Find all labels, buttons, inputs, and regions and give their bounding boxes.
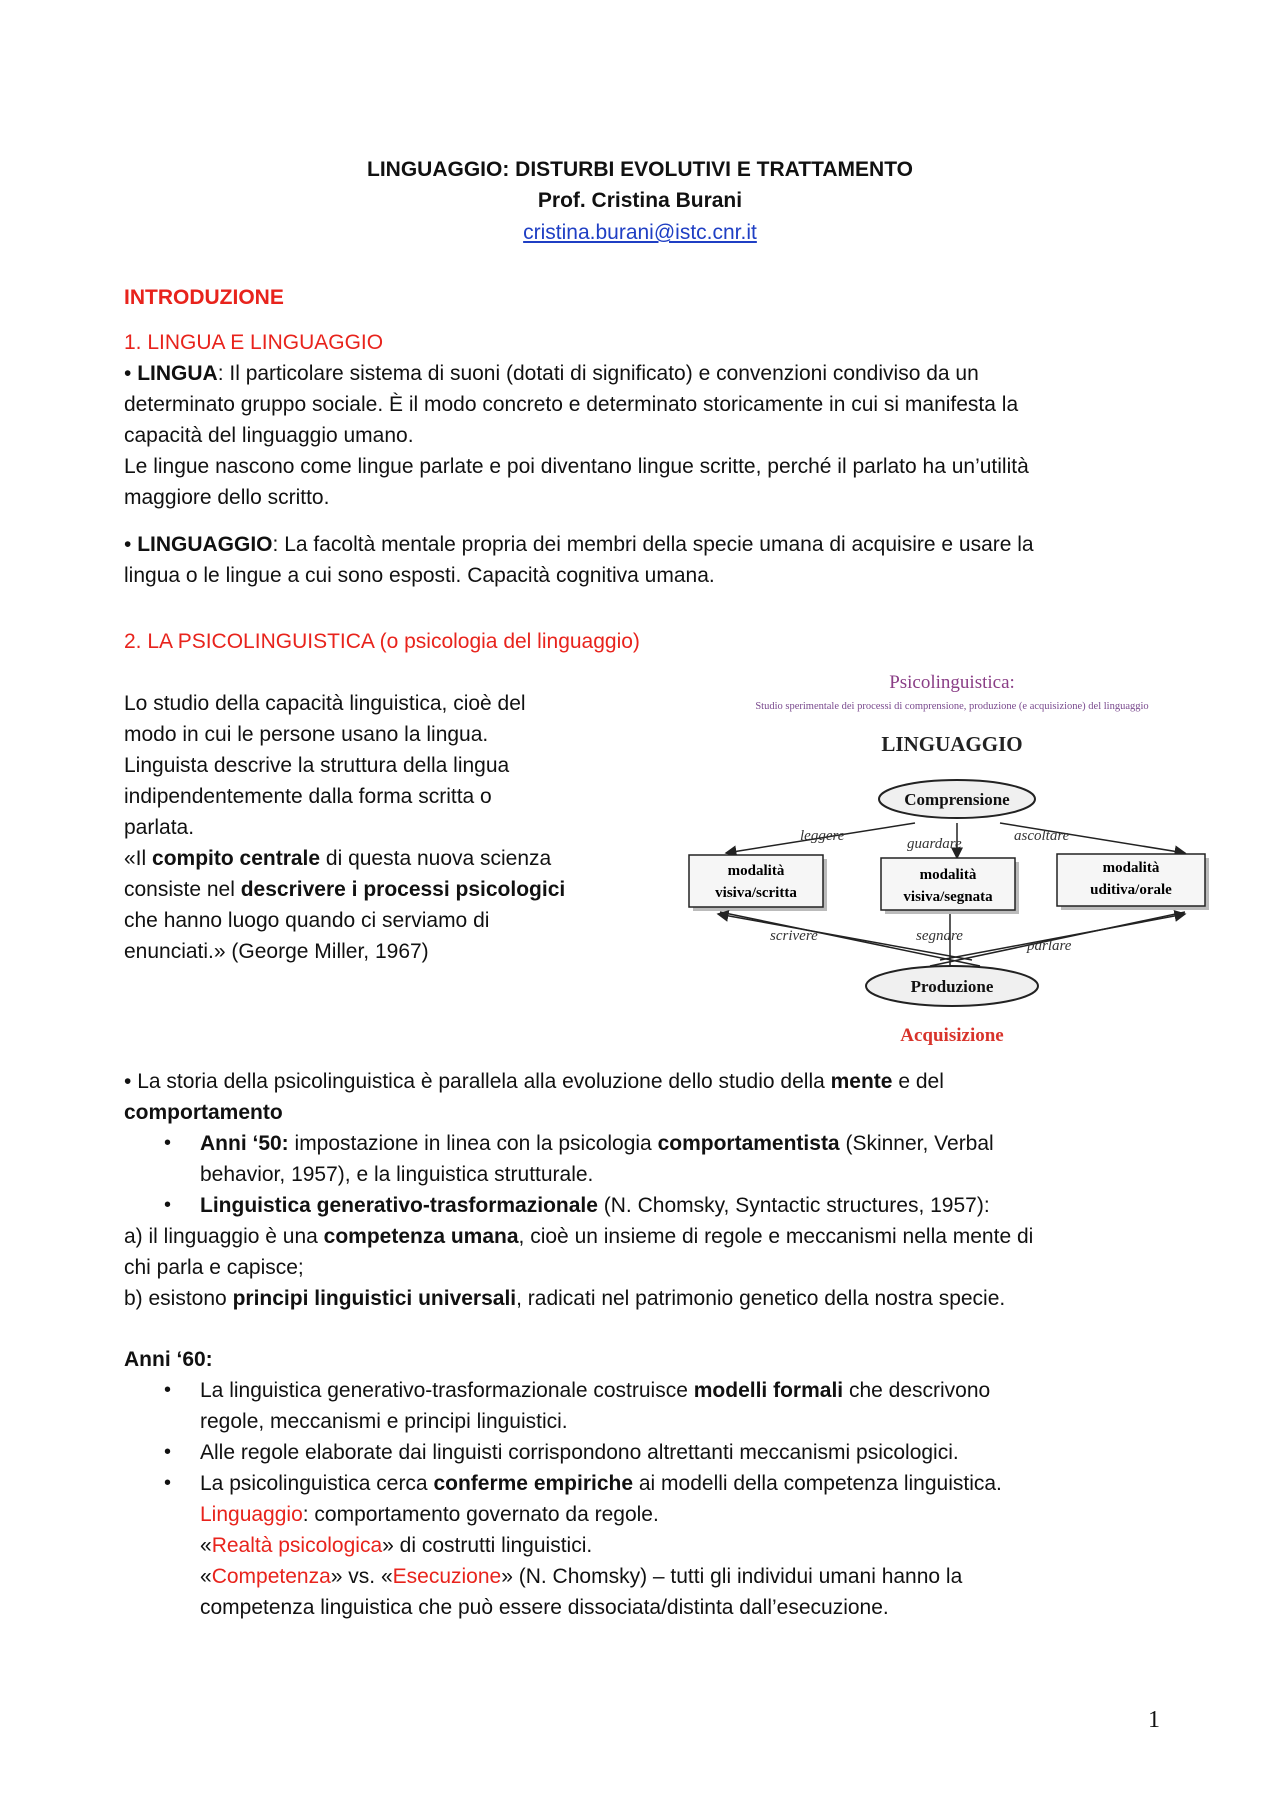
box2-line2: visiva/segnata: [903, 889, 993, 905]
psicolinguistica-diagram: [680, 668, 1220, 1063]
produzione-label: Produzione: [910, 977, 994, 996]
red-term: Realtà psicologica: [211, 1534, 383, 1557]
text-fragment: , cioè un insieme di regole e meccanismi nella mente di: [518, 1225, 1034, 1248]
text-fragment: consiste nel: [124, 878, 241, 901]
text-fragment: La storia della psicolinguistica è parallela alla evoluzione dello studio della: [137, 1070, 831, 1093]
comprensione-label: Comprensione: [904, 790, 1010, 809]
storia-list: [124, 1128, 994, 1221]
text-fragment: La psicolinguistica cerca: [200, 1472, 434, 1495]
leggere-label: leggere: [800, 828, 845, 844]
list-item: • Linguistica generativo-trasformazionale (N. Chomsky, Syntactic structures, 1957):: [164, 1194, 990, 1217]
text-line: regole, meccanismi e principi linguistici.: [200, 1410, 568, 1433]
text-fragment: , radicati nel patrimonio genetico della nostra specie.: [516, 1287, 1006, 1310]
ascoltare-label: ascoltare: [1014, 828, 1070, 844]
email-line: [0, 221, 1280, 245]
text-line: Alle regole elaborate dai linguisti corrispondono altrettanti meccanismi psicologici.: [200, 1441, 959, 1464]
email-link[interactable]: cristina.burani@istc.cnr.it: [523, 221, 757, 244]
text-fragment: : comportamento governato da regole.: [302, 1503, 659, 1526]
text-fragment: b) esistono: [124, 1287, 233, 1310]
text-line: indipendentemente dalla forma scritta o: [124, 785, 492, 808]
psicolinguistica-text: [124, 688, 624, 967]
document-title: LINGUAGGIO: DISTURBI EVOLUTIVI E TRATTAMENTO: [367, 158, 913, 181]
bold-fragment: competenza umana: [323, 1225, 519, 1248]
scrivere-label: scrivere: [770, 928, 818, 944]
red-term: Linguaggio: [200, 1503, 303, 1526]
bold-fragment: compito centrale: [152, 847, 321, 870]
text-fragment: (Skinner, Verbal: [839, 1132, 994, 1155]
text-line: Linguista descrive la struttura della lingua: [124, 754, 510, 777]
segnare-label: segnare: [916, 928, 963, 944]
text-fragment: ai modelli della competenza linguistica.: [633, 1472, 1002, 1495]
list-item: • Anni ‘50: impostazione in linea con la psicologia comportamentista (Skinner, Verbal behavior, 1957), e la linguistica strutturale.: [124, 1128, 994, 1190]
text-line: Le lingue nascono come lingue parlate e poi diventano lingue scritte, perché il parlato ha un’utilità: [124, 455, 1029, 478]
text-line: capacità del linguaggio umano.: [124, 424, 414, 447]
linguaggio-definition: • LINGUAGGIO: La facoltà mentale propria dei membri della specie umana di acquisire e usare la lingua o le lingue a cui sono esposti. Capacità cognitiva umana.: [124, 529, 1034, 591]
text-fragment: a) il linguaggio è una: [124, 1225, 324, 1248]
list-item: • La psicolinguistica cerca conferme empiriche ai modelli della competenza linguistica. Linguaggio: comportamento governato da regole. «Realtà psicologica» di costrutti linguistici. «Competenza» vs. «Esecuzione» (N. Chomsky) – tutti gli individui umani hanno la competenza linguistica che può essere dissociata/distinta dall’esecuzione.: [124, 1468, 1002, 1623]
box2-line1: modalità: [919, 867, 977, 883]
anni60-heading: Anni ‘60:: [124, 1348, 213, 1371]
list-item: • La linguistica generativo-trasformazionale costruisce modelli formali che descrivono regole, meccanismi e principi linguistici.: [124, 1375, 1002, 1437]
text-fragment: «: [200, 1534, 212, 1557]
list-item: • Alle regole elaborate dai linguisti corrispondono altrettanti meccanismi psicologici.: [124, 1437, 1002, 1468]
bold-fragment: comportamentista: [657, 1132, 840, 1155]
author-name: Prof. Cristina Burani: [537, 189, 743, 212]
acquisizione-label: Acquisizione: [900, 1025, 1004, 1046]
linguaggio-term: LINGUAGGIO: [137, 533, 273, 556]
storia-paragraph: • La storia della psicolinguistica è parallela alla evoluzione dello studio della mente e del comportamento: [124, 1070, 944, 1124]
bold-fragment: principi linguistici universali: [232, 1287, 517, 1310]
section-heading-lingua-linguaggio: 1. LINGUA E LINGUAGGIO: [124, 331, 384, 354]
text-fragment: La linguistica generativo-trasformazionale costruisce: [200, 1379, 694, 1402]
text-fragment: » vs. «: [330, 1565, 393, 1588]
section-heading-psicolinguistica: 2. LA PSICOLINGUISTICA (o psicologia del linguaggio): [124, 630, 640, 653]
diagram-title: Psicolinguistica:: [889, 672, 1015, 693]
text-line: maggiore dello scritto.: [124, 486, 330, 509]
box-visiva-segnata: [881, 858, 1019, 914]
text-fragment: «: [200, 1565, 212, 1588]
red-term: Esecuzione: [392, 1565, 502, 1588]
bold-fragment: descrivere i processi psicologici: [240, 878, 566, 901]
text-line: chi parla e capisce;: [124, 1256, 304, 1279]
box1-line2: visiva/scritta: [715, 885, 797, 901]
page-number: 1: [1148, 1707, 1160, 1733]
bold-fragment: Linguistica generativo-trasformazionale: [200, 1194, 598, 1217]
box-visiva-scritta: [689, 855, 827, 911]
text-line: behavior, 1957), e la linguistica strutturale.: [200, 1163, 594, 1186]
bold-fragment: conferme empiriche: [433, 1472, 634, 1495]
lingua-term: LINGUA: [137, 362, 218, 385]
box3-line1: modalità: [1102, 860, 1160, 876]
text-line: : Il particolare sistema di suoni (dotati di significato) e convenzioni condiviso da un: [217, 362, 979, 385]
box3-line2: uditiva/orale: [1090, 882, 1172, 898]
section-heading-introduzione: INTRODUZIONE: [124, 286, 284, 309]
bold-fragment: modelli formali: [693, 1379, 844, 1402]
text-line: che hanno luogo quando ci serviamo di: [124, 909, 490, 932]
bold-fragment: comportamento: [124, 1101, 283, 1124]
lingua-definition: • LINGUA: Il particolare sistema di suoni (dotati di significato) e convenzioni condiviso da un determinato gruppo sociale. È il modo concreto e determinato storicamente in cui si manifesta la capacità del linguaggio umano. Le lingue nascono come lingue parlate e poi diventano lingue scritte, perché il parlato ha un’utilità maggiore dello scritto.: [124, 358, 1029, 513]
text-line: enunciati.» (George Miller, 1967): [124, 940, 429, 963]
box1-line1: modalità: [727, 863, 785, 879]
text-fragment: » (N. Chomsky) – tutti gli individui umani hanno la: [501, 1565, 963, 1588]
diagram-main-label: LINGUAGGIO: [881, 732, 1023, 756]
text-fragment: «Il: [124, 847, 153, 870]
red-term: Competenza: [211, 1565, 331, 1588]
text-line: competenza linguistica che può essere dissociata/distinta dall’esecuzione.: [200, 1596, 889, 1619]
text-line: determinato gruppo sociale. È il modo concreto e determinato storicamente in cui si manifesta la: [124, 393, 1019, 416]
text-line: modo in cui le persone usano la lingua.: [124, 723, 489, 746]
text-line: : La facoltà mentale propria dei membri della specie umana di acquisire e usare la: [272, 533, 1034, 556]
text-fragment: impostazione in linea con la psicologia: [288, 1132, 658, 1155]
guardare-label: guardare: [907, 836, 962, 852]
bold-fragment: mente: [830, 1070, 893, 1093]
text-fragment: che descrivono: [843, 1379, 991, 1402]
text-fragment: » di costrutti linguistici.: [382, 1534, 593, 1557]
text-fragment: di questa nuova scienza: [320, 847, 552, 870]
text-line: Lo studio della capacità linguistica, cioè del: [124, 692, 526, 715]
text-line: parlata.: [124, 816, 195, 839]
parlare-label: parlare: [1027, 938, 1072, 954]
storia-points: [124, 1221, 1033, 1314]
anni60-list: [124, 1375, 1002, 1623]
text-fragment: e del: [892, 1070, 944, 1093]
diagram-subtitle: Studio sperimentale dei processi di comprensione, produzione (e acquisizione) del linguaggio: [755, 701, 1149, 712]
bold-fragment: Anni ‘50:: [200, 1132, 289, 1155]
text-line: lingua o le lingue a cui sono esposti. Capacità cognitiva umana.: [124, 564, 715, 587]
box-uditiva-orale: [1057, 854, 1209, 910]
text-fragment: (N. Chomsky, Syntactic structures, 1957):: [597, 1194, 990, 1217]
